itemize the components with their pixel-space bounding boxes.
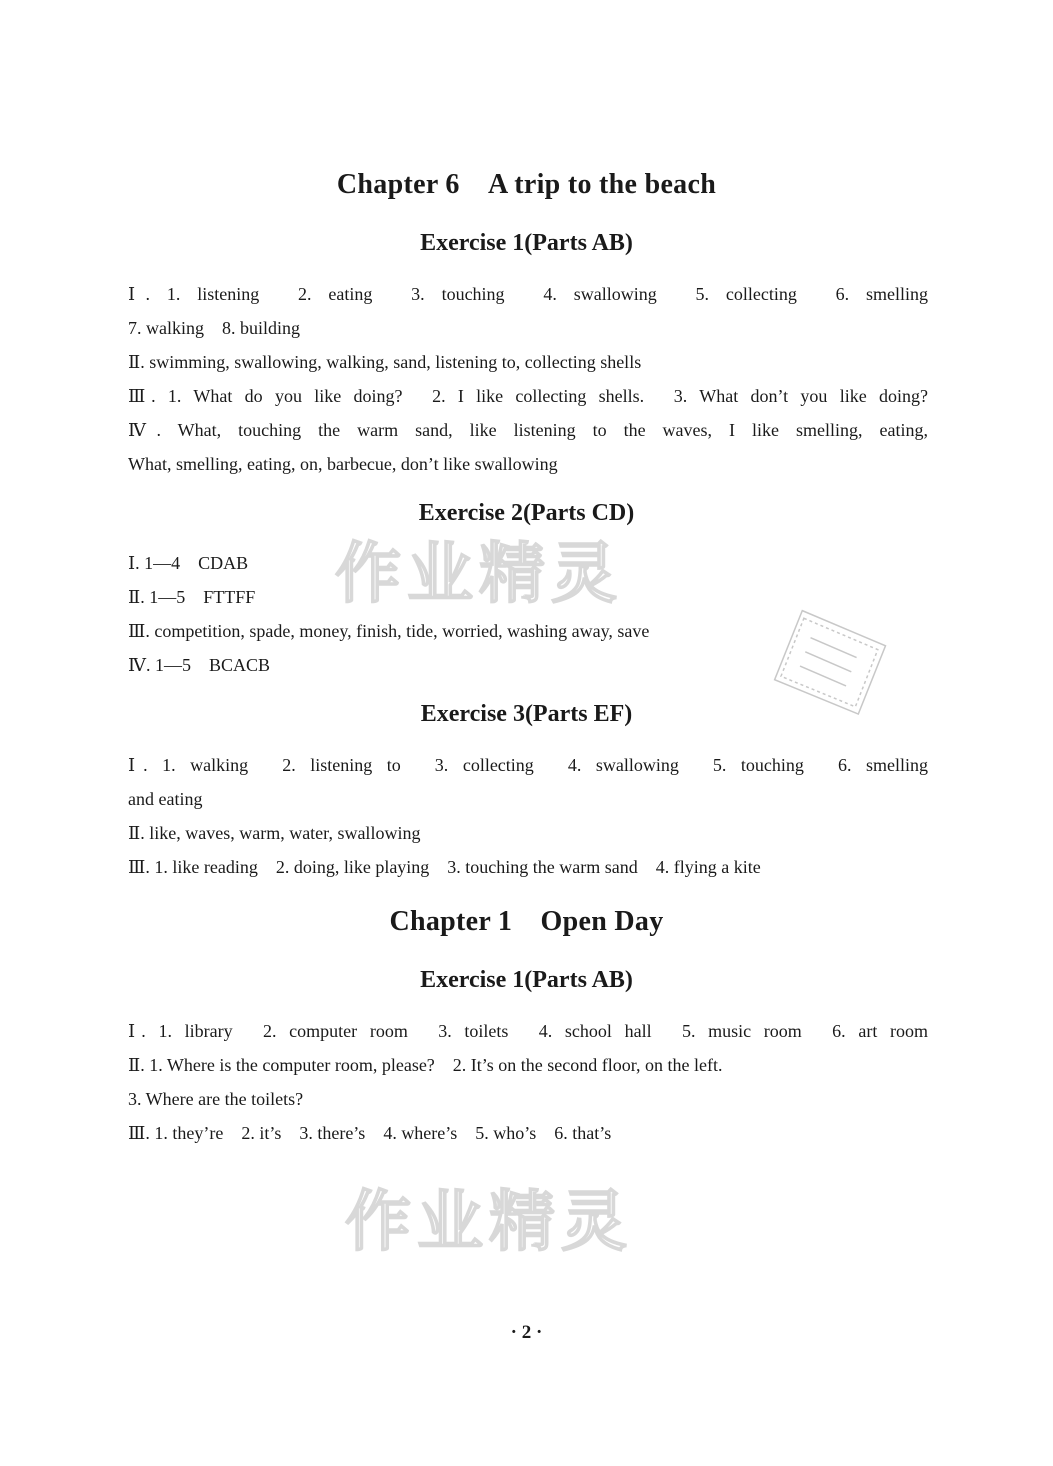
- answer-line: Ⅰ. 1. library 2. computer room 3. toilets 4. school hall 5. music room 6. art room: [128, 1021, 928, 1041]
- answer-line: 3. Where are the toilets?: [128, 1089, 304, 1109]
- answer-line: Ⅳ. What, touching the warm sand, like listening to the waves, I like smelling, eating,: [128, 420, 928, 440]
- answer-line: Ⅱ. 1—5 FTTFF: [128, 587, 256, 607]
- answer-line: Ⅰ. 1. walking 2. listening to 3. collecting 4. swallowing 5. touching 6. smelling: [128, 755, 928, 775]
- exercise-title: Exercise 1(Parts AB): [420, 967, 633, 993]
- answer-line: Ⅲ. competition, spade, money, finish, tide, worried, washing away, save: [128, 621, 650, 641]
- exercise-title: Exercise 1(Parts AB): [420, 230, 633, 256]
- exercise-title: Exercise 3(Parts EF): [420, 701, 633, 727]
- answer-line: 7. walking 8. building: [128, 318, 300, 338]
- answer-line: Ⅱ. swimming, swallowing, walking, sand, listening to, collecting shells: [128, 352, 642, 372]
- watermark: 作业精灵: [335, 535, 623, 612]
- answer-line: Ⅲ. 1. they’re 2. it’s 3. there’s 4. where’s 5. who’s 6. that’s: [128, 1123, 612, 1143]
- answer-line: Ⅰ. 1—4 CDAB: [128, 553, 249, 573]
- chapter-title: Chapter 6 A trip to the beach: [336, 169, 717, 200]
- answer-line: Ⅱ. like, waves, warm, water, swallowing: [128, 823, 421, 843]
- page-number: · 2 ·: [510, 1322, 543, 1343]
- exercise-title: Exercise 2(Parts CD): [418, 500, 635, 526]
- answer-line: Ⅳ. 1—5 BCACB: [128, 655, 271, 675]
- chapter-title: Chapter 1 Open Day: [389, 906, 664, 937]
- answer-line: Ⅲ. 1. like reading 2. doing, like playing 3. touching the warm sand 4. flying a kite: [128, 857, 761, 877]
- answer-line: What, smelling, eating, on, barbecue, don’t like swallowing: [128, 454, 558, 474]
- answer-line: Ⅰ. 1. listening 2. eating 3. touching 4. swallowing 5. collecting 6. smelling: [128, 284, 928, 304]
- watermark: 作业精灵: [345, 1183, 633, 1260]
- answer-line: Ⅲ. 1. What do you like doing? 2. I like collecting shells. 3. What don’t you like doing?: [128, 386, 928, 406]
- answer-line: and eating: [128, 789, 203, 809]
- answer-line: Ⅱ. 1. Where is the computer room, please? 2. It’s on the second floor, on the left.: [128, 1055, 723, 1075]
